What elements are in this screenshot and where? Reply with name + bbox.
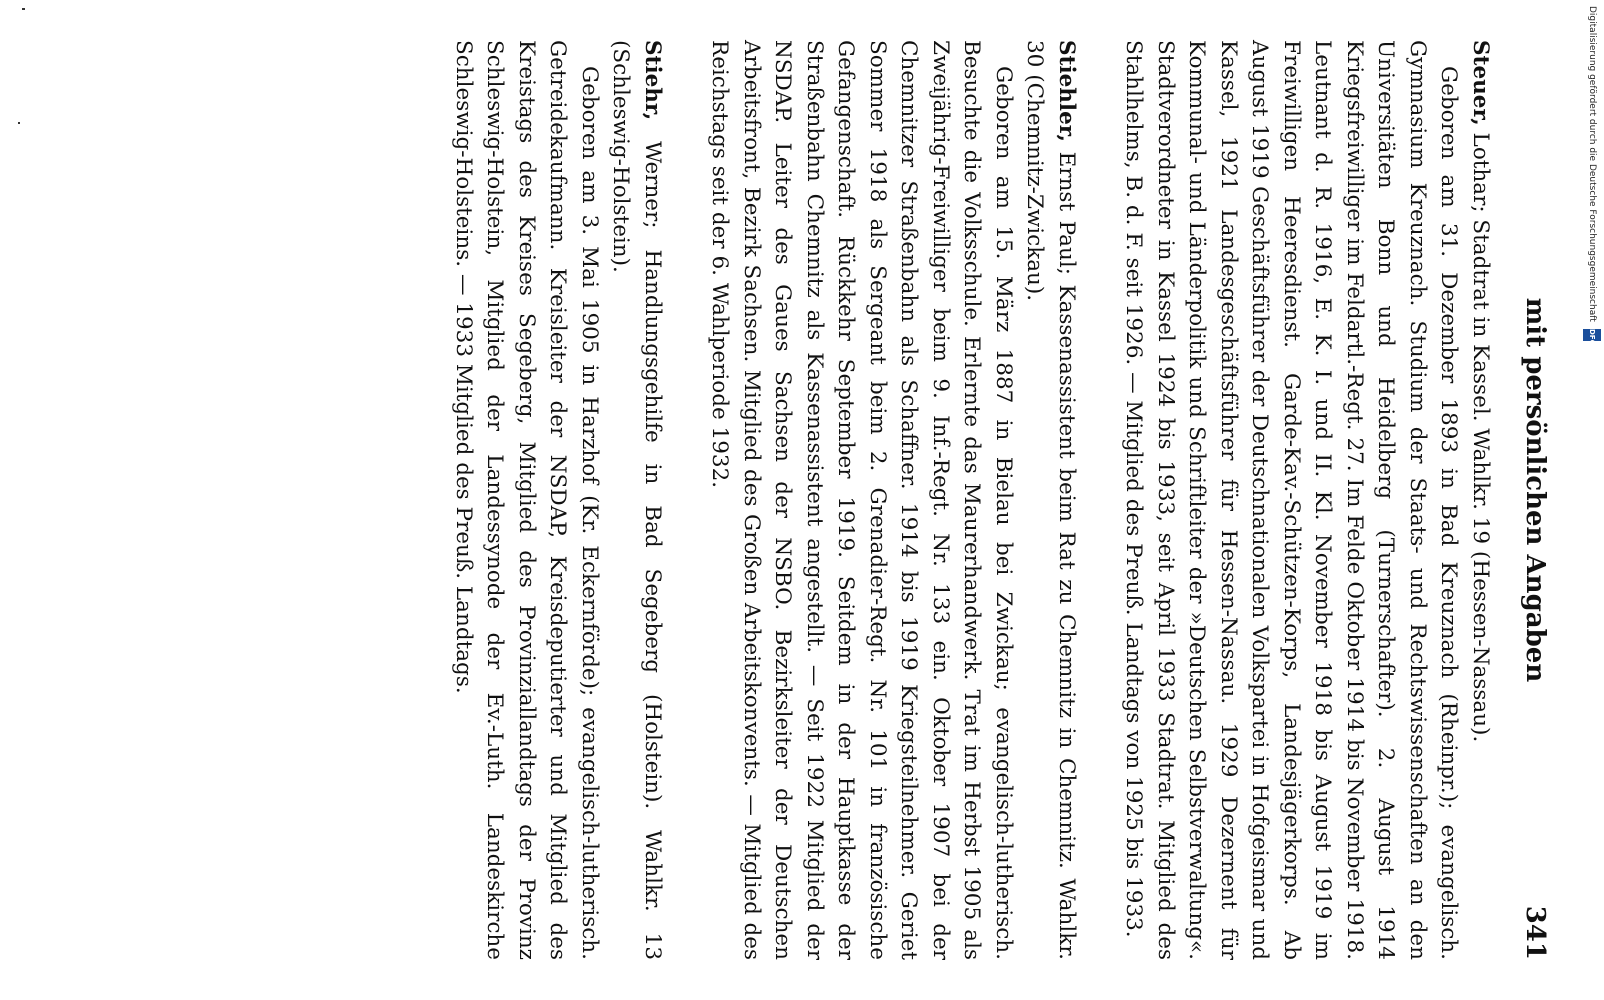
entry-name: Steuer,: [1468, 40, 1493, 126]
entry-summary: Werner; Handlungsgehilfe in Bad Segeberg (Holstein). Wahlkr. 13 (Schleswig-Holstein).: [608, 40, 665, 960]
running-title: mit persönlichen Angaben: [1520, 297, 1550, 683]
digitization-credit: [1586, 6, 1598, 344]
entry-body: Geboren am 3. Mai 1905 in Harzhof (Kr. Eckernförde); evangelisch-lutherisch. Getreidekaufmann. Kreisleiter der NSDAP, Kreisdeputierter und Mitglied des Kreistags des Kreises Segeberg, Mitglied des Provinziallandtags der Provinz Schleswig-Holstein, Mitglied der Landessynode der Ev.-Luth. Landeskirche Schleswig-Holsteins. — 1933 Mitglied des Preuß. Landtags.: [451, 40, 602, 960]
entry-name: Stiehler,: [1054, 40, 1079, 143]
page-header: [1520, 40, 1550, 960]
entry-body: Geboren am 31. Dezember 1893 in Bad Kreuznach (Rheinpr.); evangelisch. Gymnasium Kreuznach. Studium der Staats- und Rechtswissenschaften an den Universitäten Bonn und Heidelberg (Turnerschafter). 2. August 1914 Kriegsfreiwilliger im Feldartl.-Regt. 27. Im Felde Oktober 1914 bis November 1918. Leutnant d. R. 1916, E. K. I. und II. Kl. November 1918 bis August 1919 im Freiwilligen Heeresdienst. Garde-Kav.-Schützen-Korps, Landesjägerkorps. Ab August 1919 Geschäftsführer der Deutschnationalen Volkspartei in Hofgeismar und Kassel, 1921 Landesgeschäftsführer für Hessen-Nassau. 1929 Dezernent für Kommunal- und Länderpolitik und Schriftleiter der »Deutschen Selbstverwaltung«. Stadtverordneter in Kassel 1924 bis 1933, seit April 1933 Stadtrat. Mitglied des Stahlhelms, B. d. F. seit 1926. — Mitglied des Preuß. Landtags von 1925 bis 1933.: [1121, 40, 1462, 960]
entry-heading: [605, 40, 668, 960]
entry-heading: [1465, 40, 1497, 960]
page-content: [412, 40, 1565, 960]
entry-body: Geboren am 15. März 1887 in Bielau bei Zwickau; evangelisch-lutherisch. Besuchte die Volksschule. Erlernte das Maurerhandwerk. Trat im Herbst 1905 als Zweijährig-Freiwilliger beim 9. Inf.-Regt. Nr. 133 ein. Oktober 1907 bei der Chemnitzer Straßenbahn als Schaffner. 1914 bis 1919 Kriegsteilnehmer. Geriet Sommer 1918 als Sergeant beim 2. Grenadier-Regt. Nr. 101 in französische Gefangenschaft. Rückkehr September 1919. Seitdem in der Hauptkasse der Straßenbahn Chemnitz als Kassenassistent angestellt. — Seit 1922 Mitglied der NSDAP. Leiter des Gaues Sachsen der NSBO. Bezirksleiter der Deutschen Arbeitsfront, Bezirk Sachsen. Mitglied des Großen Arbeitskonvents. — Mitglied des Reichstags seit der 6. Wahlperiode 1932.: [707, 40, 1016, 960]
dfg-logo-icon: DFG: [1583, 329, 1601, 341]
scan-speck: [22, 8, 25, 10]
biography-entry-steuer: [1118, 40, 1496, 960]
entry-name: Stiehr,: [640, 40, 665, 121]
page-number: 341: [1520, 905, 1550, 960]
entry-summary: Lothar; Stadtrat in Kassel. Wahlkr. 19 (Hessen-Nassau).: [1468, 132, 1493, 743]
credit-text: Digitalisierung gefördert durch die Deutsche Forschungsgemeinschaft: [1587, 6, 1597, 322]
entry-summary: Ernst Paul; Kassenassistent beim Rat zu Chemnitz in Chemnitz. Wahlkr. 30 (Chemnitz-Zwickau).: [1022, 40, 1079, 960]
entry-heading: [1019, 40, 1082, 960]
biography-entry-stiehler: [704, 40, 1082, 960]
biography-entry-stiehr: [448, 40, 669, 960]
scan-speck: [18, 122, 20, 124]
